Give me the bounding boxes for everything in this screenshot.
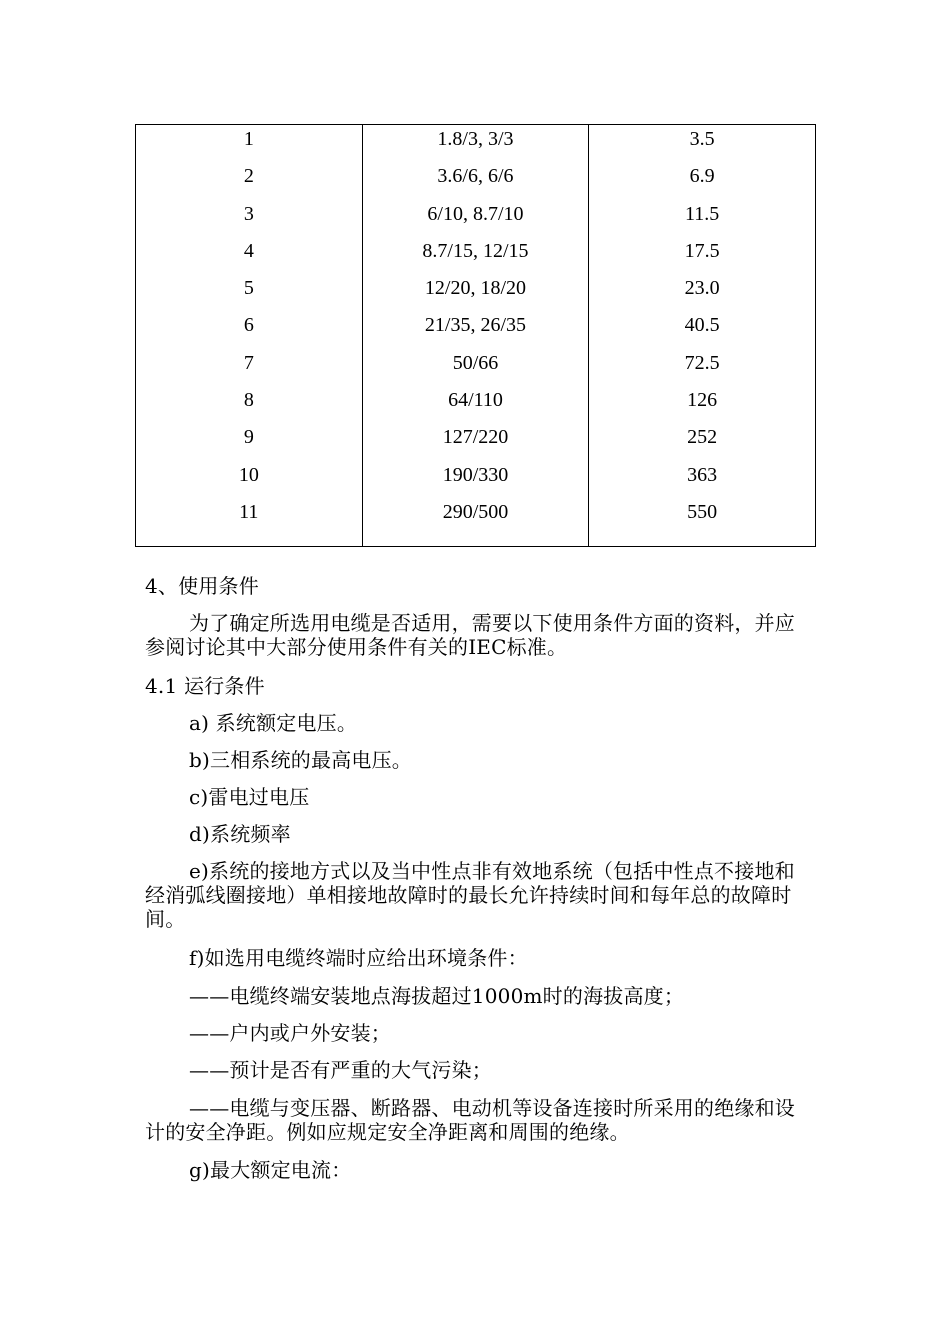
table-cell [589,311,816,348]
item-c: c)雷电过电压 [189,785,310,809]
table-row [136,162,816,199]
table-cell-text: 6.9 [689,165,715,188]
item-d: d)系统频率 [189,822,291,846]
table-cell [136,200,363,237]
table-cell [136,386,363,423]
table-row [136,423,816,460]
item-f-dash-1: ——电缆终端安装地点海拔超过1000m时的海拔高度； [189,984,685,1008]
table-cell-text: 252 [687,426,718,449]
table-cell-text: 40.5 [684,314,720,337]
table-cell-text: 21/35, 26/35 [424,314,527,337]
table-cell-text: 6 [243,314,254,337]
table-cell-text: 6/10, 8.7/10 [427,202,524,225]
table-cell-text: 5 [243,277,254,300]
table-row [136,349,816,386]
table-cell [362,461,589,498]
table-cell [362,498,589,547]
table-cell [589,461,816,498]
table-cell-text: 17.5 [684,239,720,262]
table-cell-text: 1 [243,128,254,150]
table-row [136,461,816,498]
table-cell-text: 72.5 [684,351,720,374]
table-cell-text: 2 [243,165,254,188]
table-cell [136,237,363,274]
table-cell [362,162,589,199]
table-cell [589,423,816,460]
table-cell [136,311,363,348]
table-cell [362,349,589,386]
table-cell-text: 64/110 [448,389,503,412]
table-cell [589,125,816,163]
item-f-dash-3: ——预计是否有严重的大气污染； [189,1058,492,1082]
item-b: b)三相系统的最高电压。 [189,748,413,772]
table-cell [589,237,816,274]
section-4-1-heading: 4.1 运行条件 [145,674,265,698]
table-cell [362,423,589,460]
table-cell-text: 290/500 [442,500,509,523]
item-g: g)最大额定电流： [189,1158,352,1182]
table-cell [589,349,816,386]
section-4-heading: 4、使用条件 [145,574,259,598]
table-cell-text: 127/220 [442,426,509,449]
table-cell [362,386,589,423]
table-cell-text: 550 [687,500,718,523]
table-cell [362,311,589,348]
voltage-table [135,124,816,547]
table-cell-text: 9 [243,426,254,449]
table-row [136,274,816,311]
table-cell [362,237,589,274]
table-cell-text: 190/330 [442,463,509,486]
table-cell-text: 126 [687,389,718,412]
table-cell-text: 12/20, 18/20 [424,277,527,300]
table-cell [136,274,363,311]
table-row [136,311,816,348]
section-4-intro: 为了确定所选用电缆是否适用，需要以下使用条件方面的资料，并应参阅讨论其中大部分使用条件有关的IEC标准。 [145,611,795,659]
item-f-dash-4: ——电缆与变压器、断路器、电动机等设备连接时所采用的绝缘和设计的安全净距。例如应规定安全净距离和周围的绝缘。 [145,1096,795,1144]
table-cell [136,498,363,547]
table-cell [589,162,816,199]
table-cell [136,423,363,460]
table-cell [136,349,363,386]
table-cell-text: 11.5 [685,202,720,225]
table-cell [589,274,816,311]
table-row [136,125,816,163]
table-cell-text: 4 [243,239,254,262]
table-cell-text: 10 [238,463,259,486]
table-cell-text: 11 [239,500,259,523]
table-cell [589,386,816,423]
table-cell [589,200,816,237]
table-cell-text: 50/66 [452,351,499,374]
table-cell [136,125,363,163]
table-cell-text: 3.6/6, 6/6 [437,165,514,188]
table-cell-text: 8.7/15, 12/15 [422,239,529,262]
table-cell [589,498,816,547]
table-row [136,498,816,547]
table-cell-text: 7 [243,351,254,374]
table-cell [362,200,589,237]
table-cell [136,162,363,199]
table-cell-text: 23.0 [684,277,720,300]
table-row [136,200,816,237]
table-cell [136,461,363,498]
item-e: e)系统的接地方式以及当中性点非有效地系统（包括中性点不接地和经消弧线圈接地）单相接地故障时的最长允许持续时间和每年总的故障时间。 [145,859,795,931]
table-row [136,237,816,274]
table-cell [362,274,589,311]
voltage-table-body [136,125,816,547]
item-f-dash-2: ——户内或户外安装； [189,1021,391,1045]
table-cell [362,125,589,163]
table-cell-text: 1.8/3, 3/3 [437,128,514,150]
item-f: f)如选用电缆终端时应给出环境条件： [189,946,528,970]
table-cell-text: 3 [243,202,254,225]
item-a: a) 系统额定电压。 [189,711,358,735]
table-cell-text: 8 [243,389,254,412]
table-cell-text: 3.5 [689,128,715,150]
table-cell-text: 363 [687,463,718,486]
table-row [136,386,816,423]
